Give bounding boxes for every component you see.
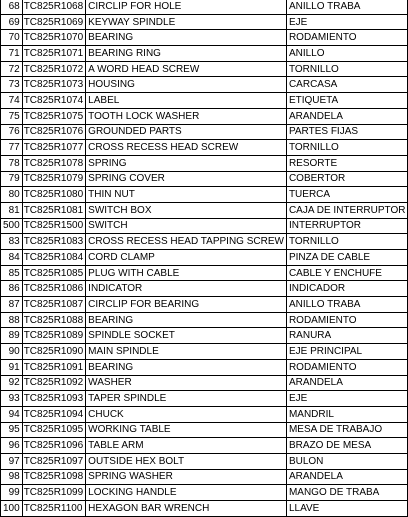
spanish-description-cell[interactable]: EJE [286,14,408,30]
spanish-description-cell[interactable]: BULON [286,453,408,469]
part-code-cell[interactable]: TC825R1081 [22,202,85,218]
spanish-description-cell[interactable]: ANILLO TRABA [286,297,408,313]
table-row [1,265,408,281]
description-cell[interactable]: CROSS RECESS HEAD TAPPING SCREW [86,234,287,250]
table-row [1,140,408,156]
table-row [1,155,408,171]
spanish-description-cell[interactable]: ARANDELA [286,108,408,124]
parts-table-body [1,0,408,516]
description-cell[interactable]: THIN NUT [86,187,287,203]
item-number-cell[interactable]: 78 [1,155,23,171]
item-number-cell[interactable]: 74 [1,93,23,109]
table-row [1,234,408,250]
description-cell[interactable]: SPINDLE SOCKET [86,328,287,344]
table-row [1,14,408,30]
table-row [1,171,408,187]
description-cell[interactable]: HEXAGON BAR WRENCH [86,501,287,517]
spanish-description-cell[interactable]: RODAMIENTO [286,30,408,46]
item-number-cell[interactable]: 90 [1,344,23,360]
spanish-description-cell[interactable]: TORNILLO [286,234,408,250]
part-code-cell[interactable]: TC825R1086 [22,281,85,297]
description-cell[interactable]: BEARING [86,312,287,328]
table-row [1,485,408,501]
part-code-cell[interactable]: TC825R1089 [22,328,85,344]
part-code-cell[interactable]: TC825R1084 [22,250,85,266]
description-cell[interactable]: HOUSING [86,77,287,93]
item-number-cell[interactable]: 95 [1,422,23,438]
part-code-cell[interactable]: TC825R1077 [22,140,85,156]
item-number-cell[interactable]: 80 [1,187,23,203]
description-cell[interactable]: CORD CLAMP [86,250,287,266]
description-cell[interactable]: INDICATOR [86,281,287,297]
part-code-cell[interactable]: TC825R1080 [22,187,85,203]
item-number-cell[interactable]: 68 [1,0,23,14]
table-row [1,77,408,93]
spanish-description-cell[interactable]: RODAMIENTO [286,312,408,328]
part-code-cell[interactable]: TC825R1069 [22,14,85,30]
part-code-cell[interactable]: TC825R1092 [22,375,85,391]
description-cell[interactable]: SPRING [86,155,287,171]
spanish-description-cell[interactable]: PARTES FIJAS [286,124,408,140]
spanish-description-cell[interactable]: CAJA DE INTERRUPTOR [286,202,408,218]
table-row [1,359,408,375]
table-row [1,250,408,266]
table-row [1,46,408,62]
table-row [1,108,408,124]
item-number-cell[interactable]: 100 [1,501,23,517]
item-number-cell[interactable]: 76 [1,124,23,140]
spanish-description-cell[interactable]: MANGO DE TRABA [286,485,408,501]
part-code-cell[interactable]: TC825R1100 [22,501,85,517]
description-cell[interactable]: WASHER [86,375,287,391]
table-row [1,218,408,234]
part-code-cell[interactable]: TC825R1087 [22,297,85,313]
item-number-cell[interactable]: 500 [1,218,23,234]
spanish-description-cell[interactable]: MANDRIL [286,406,408,422]
table-row [1,344,408,360]
description-cell[interactable]: CROSS RECESS HEAD SCREW [86,140,287,156]
part-code-cell[interactable]: TC825R1090 [22,344,85,360]
table-row [1,501,408,517]
part-code-cell[interactable]: TC825R1075 [22,108,85,124]
spanish-description-cell[interactable]: ANILLO [286,46,408,62]
description-cell[interactable]: SWITCH BOX [86,202,287,218]
table-row [1,438,408,454]
table-row [1,406,408,422]
spanish-description-cell[interactable]: RANURA [286,328,408,344]
spanish-description-cell[interactable]: ETIQUETA [286,93,408,109]
part-code-cell[interactable]: TC825R1074 [22,93,85,109]
table-row [1,297,408,313]
part-code-cell[interactable]: TC825R1073 [22,77,85,93]
item-number-cell[interactable]: 91 [1,359,23,375]
item-number-cell[interactable]: 89 [1,328,23,344]
item-number-cell[interactable]: 99 [1,485,23,501]
description-cell[interactable]: TAPER SPINDLE [86,391,287,407]
item-number-cell[interactable]: 72 [1,61,23,77]
part-code-cell[interactable]: TC825R1070 [22,30,85,46]
part-code-cell[interactable]: TC825R1072 [22,61,85,77]
part-code-cell[interactable]: TC825R1083 [22,234,85,250]
spanish-description-cell[interactable]: LLAVE [286,501,408,517]
item-number-cell[interactable]: 70 [1,30,23,46]
table-row [1,30,408,46]
part-code-cell[interactable]: TC825R1096 [22,438,85,454]
spanish-description-cell[interactable]: RESORTE [286,155,408,171]
description-cell[interactable]: PLUG WITH CABLE [86,265,287,281]
item-number-cell[interactable]: 98 [1,469,23,485]
item-number-cell[interactable]: 88 [1,312,23,328]
description-cell[interactable]: TOOTH LOCK WASHER [86,108,287,124]
spanish-description-cell[interactable]: TUERCA [286,187,408,203]
description-cell[interactable]: SPRING WASHER [86,469,287,485]
description-cell[interactable]: MAIN SPINDLE [86,344,287,360]
spanish-description-cell[interactable]: MESA DE TRABAJO [286,422,408,438]
part-code-cell[interactable]: TC825R1071 [22,46,85,62]
description-cell[interactable]: CIRCLIP FOR HOLE [86,0,287,14]
item-number-cell[interactable]: 81 [1,202,23,218]
item-number-cell[interactable]: 97 [1,453,23,469]
description-cell[interactable]: BEARING [86,30,287,46]
item-number-cell[interactable]: 92 [1,375,23,391]
spanish-description-cell[interactable]: EJE PRINCIPAL [286,344,408,360]
part-code-cell[interactable]: TC825R1099 [22,485,85,501]
item-number-cell[interactable]: 75 [1,108,23,124]
item-number-cell[interactable]: 69 [1,14,23,30]
spanish-description-cell[interactable]: EJE [286,391,408,407]
description-cell[interactable]: LABEL [86,93,287,109]
part-code-cell[interactable]: TC825R1500 [22,218,85,234]
part-code-cell[interactable]: TC825R1085 [22,265,85,281]
spanish-description-cell[interactable]: ANILLO TRABA [286,0,408,14]
item-number-cell[interactable]: 93 [1,391,23,407]
spanish-description-cell[interactable]: RODAMIENTO [286,359,408,375]
part-code-cell[interactable]: TC825R1098 [22,469,85,485]
item-number-cell[interactable]: 84 [1,250,23,266]
spanish-description-cell[interactable]: CARCASA [286,77,408,93]
item-number-cell[interactable]: 94 [1,406,23,422]
description-cell[interactable]: SPRING COVER [86,171,287,187]
item-number-cell[interactable]: 83 [1,234,23,250]
item-number-cell[interactable]: 86 [1,281,23,297]
spanish-description-cell[interactable]: ARANDELA [286,375,408,391]
part-code-cell[interactable]: TC825R1076 [22,124,85,140]
table-row [1,202,408,218]
description-cell[interactable]: LOCKING HANDLE [86,485,287,501]
spanish-description-cell[interactable]: PINZA DE CABLE [286,250,408,266]
item-number-cell[interactable]: 96 [1,438,23,454]
part-code-cell[interactable]: TC825R1093 [22,391,85,407]
description-cell[interactable]: KEYWAY SPINDLE [86,14,287,30]
description-cell[interactable]: OUTSIDE HEX BOLT [86,453,287,469]
description-cell[interactable]: A WORD HEAD SCREW [86,61,287,77]
item-number-cell[interactable]: 85 [1,265,23,281]
item-number-cell[interactable]: 73 [1,77,23,93]
spanish-description-cell[interactable]: ARANDELA [286,469,408,485]
description-cell[interactable]: WORKING TABLE [86,422,287,438]
table-row [1,0,408,14]
item-number-cell[interactable]: 77 [1,140,23,156]
part-code-cell[interactable]: TC825R1091 [22,359,85,375]
item-number-cell[interactable]: 79 [1,171,23,187]
table-row [1,328,408,344]
part-code-cell[interactable]: TC825R1094 [22,406,85,422]
table-row [1,124,408,140]
description-cell[interactable]: BEARING RING [86,46,287,62]
spanish-description-cell[interactable]: TORNILLO [286,61,408,77]
part-code-cell[interactable]: TC825R1088 [22,312,85,328]
table-row [1,312,408,328]
description-cell[interactable]: CIRCLIP FOR BEARING [86,297,287,313]
description-cell[interactable]: TABLE ARM [86,438,287,454]
spanish-description-cell[interactable]: TORNILLO [286,140,408,156]
part-code-cell[interactable]: TC825R1097 [22,453,85,469]
spanish-description-cell[interactable]: COBERTOR [286,171,408,187]
part-code-cell[interactable]: TC825R1068 [22,0,85,14]
spanish-description-cell[interactable]: CABLE Y ENCHUFE [286,265,408,281]
table-row [1,422,408,438]
table-row [1,61,408,77]
part-code-cell[interactable]: TC825R1095 [22,422,85,438]
table-row [1,281,408,297]
table-row [1,391,408,407]
table-row [1,375,408,391]
spanish-description-cell[interactable]: INDICADOR [286,281,408,297]
table-row [1,453,408,469]
description-cell[interactable]: SWITCH [86,218,287,234]
description-cell[interactable]: GROUNDED PARTS [86,124,287,140]
description-cell[interactable]: BEARING [86,359,287,375]
spanish-description-cell[interactable]: INTERRUPTOR [286,218,408,234]
item-number-cell[interactable]: 71 [1,46,23,62]
item-number-cell[interactable]: 87 [1,297,23,313]
table-row [1,469,408,485]
part-code-cell[interactable]: TC825R1079 [22,171,85,187]
part-code-cell[interactable]: TC825R1078 [22,155,85,171]
table-row [1,93,408,109]
description-cell[interactable]: CHUCK [86,406,287,422]
table-row [1,187,408,203]
spanish-description-cell[interactable]: BRAZO DE MESA [286,438,408,454]
